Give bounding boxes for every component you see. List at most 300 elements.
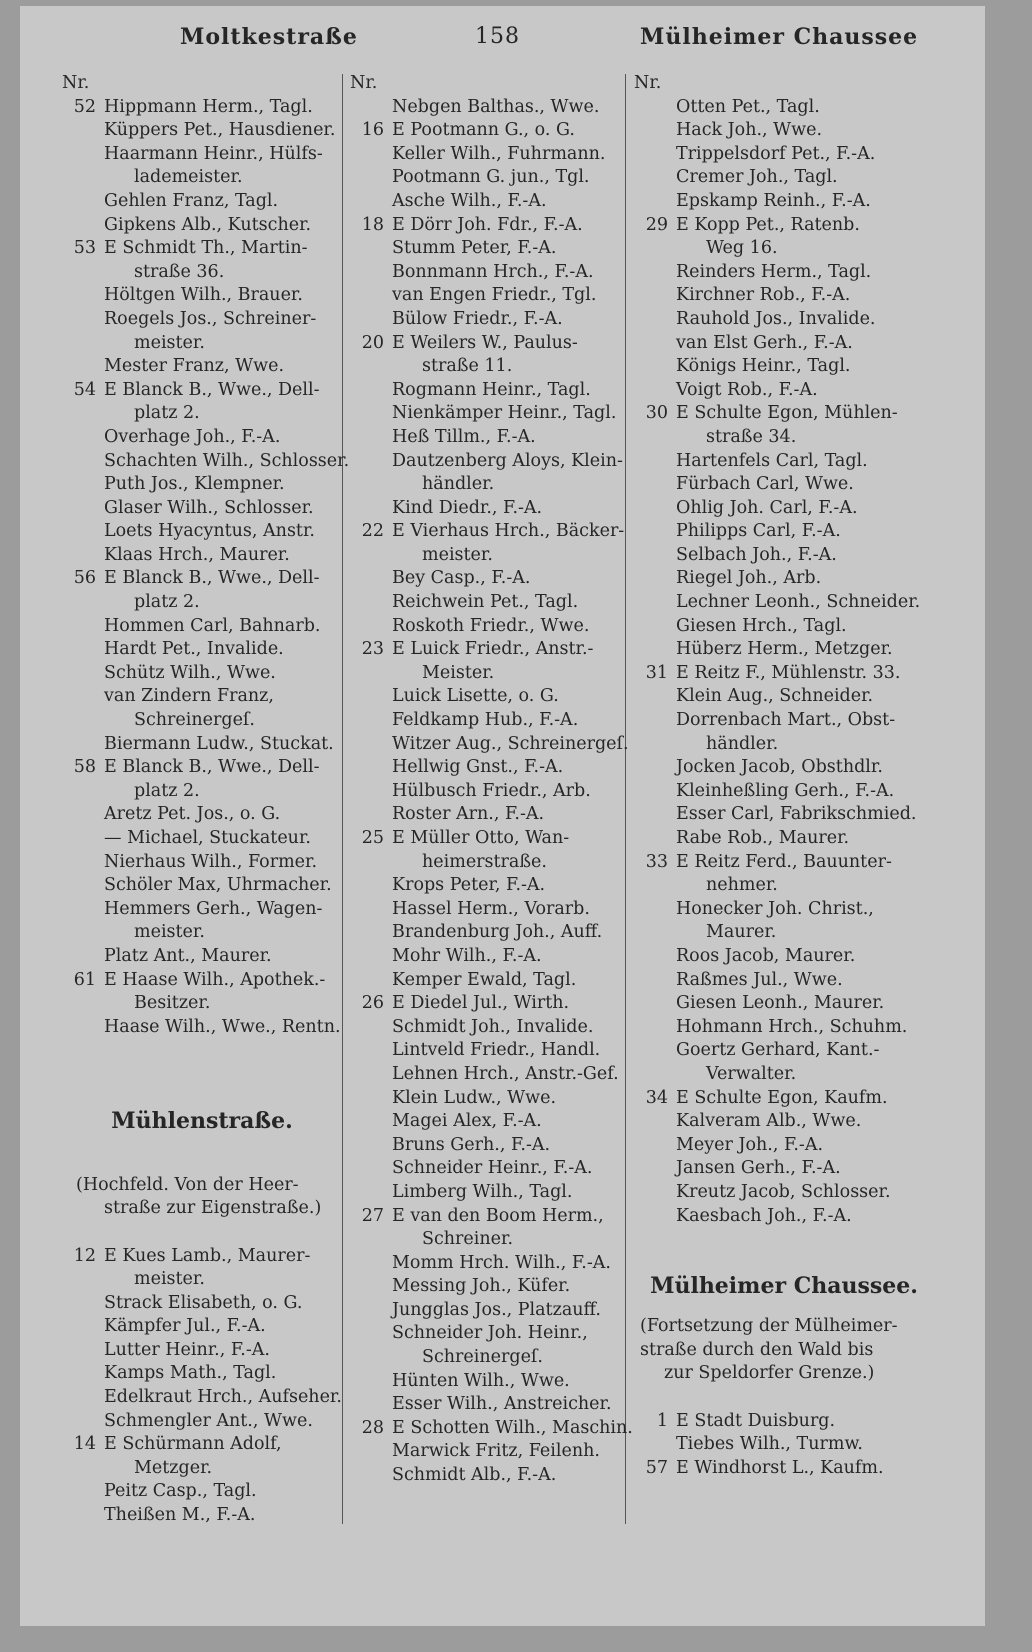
entry-text: E Weilers W., Paulus-	[392, 332, 578, 353]
directory-entry	[350, 1299, 625, 1323]
directory-entry	[350, 166, 625, 190]
directory-entry	[62, 261, 342, 285]
directory-entry	[634, 237, 934, 261]
directory-entry	[634, 450, 934, 474]
entry-continuation: nehmer.	[706, 875, 778, 896]
directory-entry	[350, 898, 625, 922]
entry-continuation: Meister.	[422, 662, 495, 683]
entry-text: Roskoth Friedr., Wwe.	[392, 615, 590, 636]
nr-label: Nr.	[62, 73, 90, 93]
house-number: 20	[361, 332, 384, 353]
directory-entry	[634, 1205, 934, 1229]
entry-continuation: lademeister.	[134, 167, 243, 188]
directory-entry	[634, 1134, 934, 1158]
directory-entry	[634, 332, 934, 356]
directory-entry	[634, 969, 934, 993]
entry-text: Ohlig Joh. Carl, F.-A.	[676, 497, 858, 518]
directory-entry	[62, 402, 342, 426]
entry-text: Schmengler Ant., Wwe.	[104, 1410, 313, 1431]
directory-entry	[634, 308, 934, 332]
directory-entry	[350, 1205, 625, 1229]
entry-text: Overhage Joh., F.-A.	[104, 426, 281, 447]
directory-entry	[350, 332, 625, 356]
directory-entry	[634, 756, 934, 780]
entry-text: van Zindern Franz,	[104, 686, 274, 707]
entry-text: Küppers Pet., Hausdiener.	[104, 120, 336, 141]
directory-entry	[62, 1433, 342, 1457]
entry-text: Klaas Hrch., Maurer.	[104, 544, 290, 565]
house-number: 61	[73, 969, 96, 990]
directory-entry	[350, 945, 625, 969]
house-number: 30	[645, 403, 668, 424]
entry-text: Epskamp Reinh., F.-A.	[676, 190, 871, 211]
directory-entry	[350, 851, 625, 875]
house-number: 23	[361, 639, 384, 660]
house-number: 27	[361, 1205, 384, 1226]
entry-text: Schneider Heinr., F.-A.	[392, 1158, 593, 1179]
directory-entry	[634, 190, 934, 214]
section-note: straße zur Eigenstraße.)	[104, 1198, 322, 1219]
directory-entry	[634, 827, 934, 851]
column-divider	[342, 74, 343, 1524]
directory-entry	[350, 143, 625, 167]
directory-entry	[62, 1410, 342, 1434]
entry-text: Gipkens Alb., Kutscher.	[104, 214, 312, 235]
house-number: 14	[73, 1434, 96, 1455]
directory-entry	[62, 1386, 342, 1410]
entry-text: E Schmidt Th., Martin-	[104, 238, 308, 259]
directory-entry	[634, 1087, 934, 1111]
directory-entry	[350, 1393, 625, 1417]
directory-entry	[634, 685, 934, 709]
entry-continuation: platz 2.	[134, 403, 200, 424]
entry-text: E van den Boom Herm.,	[392, 1205, 604, 1226]
entry-text: Theißen M., F.-A.	[104, 1505, 256, 1526]
directory-entry	[350, 119, 625, 143]
directory-entry	[634, 780, 934, 804]
entry-text: Limberg Wilh., Tagl.	[392, 1181, 573, 1202]
directory-entry	[634, 426, 934, 450]
directory-entry	[634, 1410, 934, 1434]
directory-entry	[62, 1268, 342, 1292]
directory-entry	[350, 662, 625, 686]
entry-continuation: händler.	[422, 474, 495, 495]
house-number: 31	[645, 662, 668, 683]
entry-text: Hellwig Gnst., F.-A.	[392, 757, 564, 778]
directory-entry	[62, 709, 342, 733]
directory-entry	[62, 308, 342, 332]
entry-continuation: platz 2.	[134, 780, 200, 801]
directory-entry	[62, 969, 342, 993]
entry-text: Philipps Carl, F.-A.	[676, 521, 841, 542]
directory-entry	[62, 379, 342, 403]
entry-text: Goertz Gerhard, Kant.-	[676, 1040, 880, 1061]
entry-text: Feldkamp Hub., F.-A.	[392, 710, 579, 731]
directory-entry	[350, 921, 625, 945]
entry-text: Schachten Wilh., Schlosser.	[104, 450, 350, 471]
entry-text: E Diedel Jul., Wirth.	[392, 993, 570, 1014]
entry-text: E Blanck B., Wwe., Dell-	[104, 568, 320, 589]
directory-entry	[350, 261, 625, 285]
house-number: 54	[73, 379, 96, 400]
entry-text: Krops Peter, F.-A.	[392, 875, 546, 896]
directory-entry	[62, 827, 342, 851]
entry-text: Hülbusch Friedr., Arb.	[392, 780, 591, 801]
directory-entry	[350, 379, 625, 403]
directory-entry	[634, 945, 934, 969]
directory-entry	[634, 874, 934, 898]
entry-text: Cremer Joh., Tagl.	[676, 167, 838, 188]
directory-entry	[634, 1433, 934, 1457]
directory-entry	[62, 662, 342, 686]
entry-text: Pootmann G. jun., Tgl.	[392, 167, 590, 188]
entry-text: Klein Ludw., Wwe.	[392, 1087, 557, 1108]
entry-continuation: heimerstraße.	[422, 851, 547, 872]
entry-text: Heß Tillm., F.-A.	[392, 426, 536, 447]
entry-continuation: Besitzer.	[134, 993, 211, 1014]
directory-entry	[350, 1087, 625, 1111]
entry-text: Peitz Casp., Tagl.	[104, 1481, 257, 1502]
entry-continuation: Maurer.	[706, 922, 777, 943]
directory-entry	[634, 96, 934, 120]
directory-entry	[350, 214, 625, 238]
directory-entry	[634, 615, 934, 639]
entry-text: E Schulte Egon, Kaufm.	[676, 1087, 888, 1108]
entry-text: van Elst Gerh., F.-A.	[676, 332, 853, 353]
entry-text: Schütz Wilh., Wwe.	[104, 662, 276, 683]
directory-entry	[350, 96, 625, 120]
entry-text: Lehnen Hrch., Anstr.-Gef.	[392, 1063, 619, 1084]
entry-text: Riegel Joh., Arb.	[676, 568, 822, 589]
directory-entry	[62, 803, 342, 827]
directory-entry	[634, 851, 934, 875]
entry-text: Esser Wilh., Anstreicher.	[392, 1394, 612, 1415]
directory-entry	[350, 237, 625, 261]
directory-entry	[62, 945, 342, 969]
column-1	[62, 72, 350, 1528]
entry-text: Hack Joh., Wwe.	[676, 120, 823, 141]
entry-text: Bruns Gerh., F.-A.	[392, 1134, 551, 1155]
directory-entry	[62, 638, 342, 662]
house-number: 56	[73, 568, 96, 589]
directory-entry	[350, 1110, 625, 1134]
entry-text: E Reitz Ferd., Bauunter-	[676, 851, 892, 872]
entry-text: Kreutz Jacob, Schlosser.	[676, 1181, 891, 1202]
directory-entry	[350, 756, 625, 780]
entry-text: E Pootmann G., o. G.	[392, 120, 575, 141]
entry-text: E Dörr Joh. Fdr., F.-A.	[392, 214, 583, 235]
page-number: 158	[475, 24, 520, 49]
section-note: (Hochfeld. Von der Heer-	[76, 1174, 299, 1195]
entry-text: Reinders Herm., Tagl.	[676, 261, 872, 282]
directory-entry	[62, 119, 342, 143]
directory-entry	[62, 497, 342, 521]
directory-entry	[634, 402, 934, 426]
entry-text: Bey Casp., F.-A.	[392, 568, 531, 589]
directory-entry	[62, 733, 342, 757]
directory-entry	[62, 544, 342, 568]
directory-entry	[62, 874, 342, 898]
directory-entry	[634, 921, 934, 945]
entry-text: Gehlen Franz, Tagl.	[104, 190, 279, 211]
entry-text: Marwick Fritz, Feilenh.	[392, 1441, 600, 1462]
directory-entry	[350, 402, 625, 426]
entry-text: Lintveld Friedr., Handl.	[392, 1040, 601, 1061]
entry-text: E Luick Friedr., Anstr.-	[392, 639, 594, 660]
entry-text: Rabe Rob., Maurer.	[676, 828, 850, 848]
directory-entry	[350, 450, 625, 474]
entry-text: E Müller Otto, Wan-	[392, 828, 570, 848]
house-number: 29	[645, 214, 668, 235]
entry-text: Brandenburg Joh., Auff.	[392, 922, 603, 943]
directory-entry	[350, 709, 625, 733]
directory-entry	[62, 1480, 342, 1504]
entry-text: E Blanck B., Wwe., Dell-	[104, 757, 320, 778]
directory-entry	[62, 143, 342, 167]
directory-entry	[634, 638, 934, 662]
entry-text: Hippmann Herm., Tagl.	[104, 96, 313, 117]
directory-entry	[62, 685, 342, 709]
directory-entry	[62, 756, 342, 780]
house-number: 18	[361, 214, 384, 235]
directory-entry	[62, 473, 342, 497]
entry-text: Honecker Joh. Christ.,	[676, 898, 874, 919]
house-number: 26	[361, 993, 384, 1014]
directory-entry	[62, 1504, 342, 1528]
entry-continuation: meister.	[134, 922, 205, 943]
directory-entry	[350, 1322, 625, 1346]
house-number: 57	[645, 1457, 668, 1478]
directory-entry	[634, 662, 934, 686]
section-title-muelheimer-chaussee: Mülheimer Chaussee.	[650, 1273, 918, 1300]
entry-text: Hohmann Hrch., Schuhm.	[676, 1016, 908, 1037]
entry-text: — Michael, Stuckateur.	[104, 828, 311, 848]
entry-text: E Blanck B., Wwe., Dell-	[104, 379, 320, 400]
entry-text: Otten Pet., Tagl.	[676, 96, 820, 117]
entry-text: E Reitz F., Mühlenstr. 33.	[676, 662, 901, 683]
directory-entry	[62, 284, 342, 308]
column-3	[634, 72, 934, 1480]
entry-text: Asche Wilh., F.-A.	[392, 190, 547, 211]
directory-entry	[634, 733, 934, 757]
directory-entry	[634, 1457, 934, 1481]
entry-text: Haase Wilh., Wwe., Rentn.	[104, 1016, 341, 1037]
directory-entry	[62, 190, 342, 214]
directory-entry	[350, 685, 625, 709]
entry-text: Kind Diedr., F.-A.	[392, 497, 543, 518]
entry-text: Hassel Herm., Vorarb.	[392, 898, 590, 919]
entry-text: Hünten Wilh., Wwe.	[392, 1370, 570, 1391]
directory-entry	[350, 969, 625, 993]
entry-text: Kemper Ewald, Tagl.	[392, 969, 577, 990]
house-number: 12	[73, 1245, 96, 1266]
entry-text: Esser Carl, Fabrikschmied.	[676, 804, 917, 825]
entry-text: Selbach Joh., F.-A.	[676, 544, 837, 565]
entry-continuation: händler.	[706, 733, 779, 754]
directory-entry	[62, 898, 342, 922]
house-number: 28	[361, 1417, 384, 1438]
directory-entry	[350, 591, 625, 615]
directory-entry	[634, 544, 934, 568]
directory-entry	[634, 379, 934, 403]
house-number: 34	[645, 1087, 668, 1108]
entry-continuation: platz 2.	[134, 592, 200, 613]
directory-entry	[350, 638, 625, 662]
directory-entry	[350, 827, 625, 851]
entry-text: Magei Alex, F.-A.	[392, 1111, 542, 1132]
house-number: 58	[73, 757, 96, 778]
entry-text: Lutter Heinr., F.-A.	[104, 1339, 270, 1360]
directory-entry	[62, 214, 342, 238]
directory-entry	[350, 1346, 625, 1370]
directory-entry	[634, 214, 934, 238]
entry-text: Kamps Math., Tagl.	[104, 1363, 277, 1384]
entry-text: Edelkraut Hrch., Aufseher.	[104, 1387, 342, 1408]
directory-entry	[350, 1039, 625, 1063]
directory-entry	[62, 1292, 342, 1316]
entry-continuation: Schreiner.	[422, 1229, 514, 1250]
directory-entry	[62, 520, 342, 544]
entry-text: Mester Franz, Wwe.	[104, 356, 285, 377]
house-number: 1	[656, 1410, 668, 1431]
entry-text: Loets Hyacyntus, Anstr.	[104, 521, 315, 542]
directory-entry	[62, 591, 342, 615]
column-divider	[625, 74, 626, 1524]
entry-text: Jocken Jacob, Obsthdlr.	[676, 757, 883, 778]
directory-entry	[634, 1063, 934, 1087]
entry-text: Glaser Wilh., Schlosser.	[104, 497, 314, 518]
entry-continuation: straße 34.	[706, 426, 797, 447]
directory-entry	[634, 119, 934, 143]
entry-text: Kleinheßling Gerh., F.-A.	[676, 780, 895, 801]
nr-label: Nr.	[350, 73, 378, 93]
entry-text: Fürbach Carl, Wwe.	[676, 474, 854, 495]
entry-text: Strack Elisabeth, o. G.	[104, 1292, 303, 1313]
directory-entry	[350, 1134, 625, 1158]
directory-entry	[350, 1252, 625, 1276]
section-note: (Fortsetzung der Mülheimer-	[640, 1316, 898, 1337]
directory-entry	[634, 355, 934, 379]
entry-text: Kaesbach Joh., F.-A.	[676, 1205, 852, 1226]
directory-entry	[62, 426, 342, 450]
directory-entry	[350, 1063, 625, 1087]
entry-continuation: meister.	[422, 544, 493, 565]
directory-entry	[634, 591, 934, 615]
house-number: 52	[73, 96, 96, 117]
entry-text: Jungglas Jos., Platzauff.	[392, 1299, 601, 1320]
directory-entry	[634, 1016, 934, 1040]
directory-entry	[350, 1417, 633, 1441]
entry-text: Messing Joh., Küfer.	[392, 1276, 571, 1297]
entry-text: Rauhold Jos., Invalide.	[676, 308, 876, 329]
directory-entry	[350, 355, 625, 379]
directory-entry	[634, 1181, 934, 1205]
directory-entry	[350, 284, 625, 308]
directory-entry	[62, 1457, 342, 1481]
entry-text: Biermann Ludw., Stuckat.	[104, 733, 334, 754]
directory-entry	[350, 497, 625, 521]
entry-text: Nebgen Balthas., Wwe.	[392, 96, 600, 117]
nr-label: Nr.	[634, 73, 662, 93]
house-number: 33	[645, 851, 668, 872]
directory-entry	[350, 190, 625, 214]
entry-continuation: straße 11.	[422, 356, 513, 377]
directory-entry	[350, 1016, 625, 1040]
entry-text: Tiebes Wilh., Turmw.	[676, 1434, 863, 1455]
directory-entry	[62, 450, 350, 474]
entry-text: Schmidt Joh., Invalide.	[392, 1016, 594, 1037]
directory-entry	[62, 1339, 342, 1363]
directory-page	[20, 6, 985, 1626]
directory-entry	[634, 898, 934, 922]
entry-text: Klein Aug., Schneider.	[676, 686, 874, 707]
entry-text: Hüberz Herm., Metzger.	[676, 639, 893, 660]
entry-text: Aretz Pet. Jos., o. G.	[104, 804, 281, 825]
entry-text: Platz Ant., Maurer.	[104, 945, 272, 966]
directory-entry	[350, 426, 625, 450]
directory-entry	[62, 1362, 342, 1386]
entry-text: Meyer Joh., F.-A.	[676, 1134, 824, 1155]
entry-text: Voigt Rob., F.-A.	[676, 379, 818, 400]
directory-entry	[634, 166, 934, 190]
directory-entry	[350, 1157, 625, 1181]
entry-text: Kalveram Alb., Wwe.	[676, 1111, 862, 1132]
directory-entry	[350, 1181, 625, 1205]
directory-entry	[634, 1110, 934, 1134]
entry-text: Giesen Hrch., Tagl.	[676, 615, 847, 636]
entry-text: Witzer Aug., Schreinergeſ.	[392, 733, 629, 754]
directory-entry	[350, 992, 625, 1016]
directory-entry	[634, 473, 934, 497]
entry-text: Nierhaus Wilh., Former.	[104, 851, 318, 872]
column-2	[350, 72, 633, 1488]
directory-entry	[62, 615, 342, 639]
entry-text: E Kopp Pet., Ratenb.	[676, 214, 860, 235]
entry-continuation: straße 36.	[134, 261, 225, 282]
directory-entry	[350, 1370, 625, 1394]
directory-entry	[350, 520, 625, 544]
entry-text: Bonnmann Hrch., F.-A.	[392, 261, 594, 282]
entry-text: Kirchner Rob., F.-A.	[676, 285, 851, 306]
entry-continuation: meister.	[134, 332, 205, 353]
directory-entry	[350, 780, 625, 804]
entry-text: E Schürmann Adolf,	[104, 1434, 282, 1455]
directory-entry	[62, 355, 342, 379]
entry-text: E Schulte Egon, Mühlen-	[676, 403, 898, 424]
directory-entry	[350, 874, 625, 898]
entry-text: Raßmes Jul., Wwe.	[676, 969, 843, 990]
directory-entry	[634, 992, 934, 1016]
directory-entry	[350, 615, 625, 639]
directory-entry	[634, 803, 934, 827]
directory-entry	[62, 780, 342, 804]
directory-entry	[634, 567, 934, 591]
house-number: 16	[361, 120, 384, 141]
entry-continuation: Weg 16.	[706, 238, 778, 259]
directory-entry	[350, 733, 629, 757]
entry-text: Momm Hrch. Wilh., F.-A.	[392, 1252, 611, 1273]
entry-text: Mohr Wilh., F.-A.	[392, 945, 542, 966]
entry-text: Höltgen Wilh., Brauer.	[104, 285, 303, 306]
section-title-muehlenstrasse: Mühlenstraße.	[111, 1108, 293, 1135]
entry-text: Rogmann Heinr., Tagl.	[392, 379, 591, 400]
entry-text: Luick Lisette, o. G.	[392, 686, 559, 707]
entry-text: Jansen Gerh., F.-A.	[676, 1158, 841, 1179]
entry-text: Lechner Leonh., Schneider.	[676, 592, 921, 613]
entry-continuation: Schreinergeſ.	[134, 710, 255, 731]
entry-text: Roos Jacob, Maurer.	[676, 945, 856, 966]
directory-entry	[62, 1315, 342, 1339]
